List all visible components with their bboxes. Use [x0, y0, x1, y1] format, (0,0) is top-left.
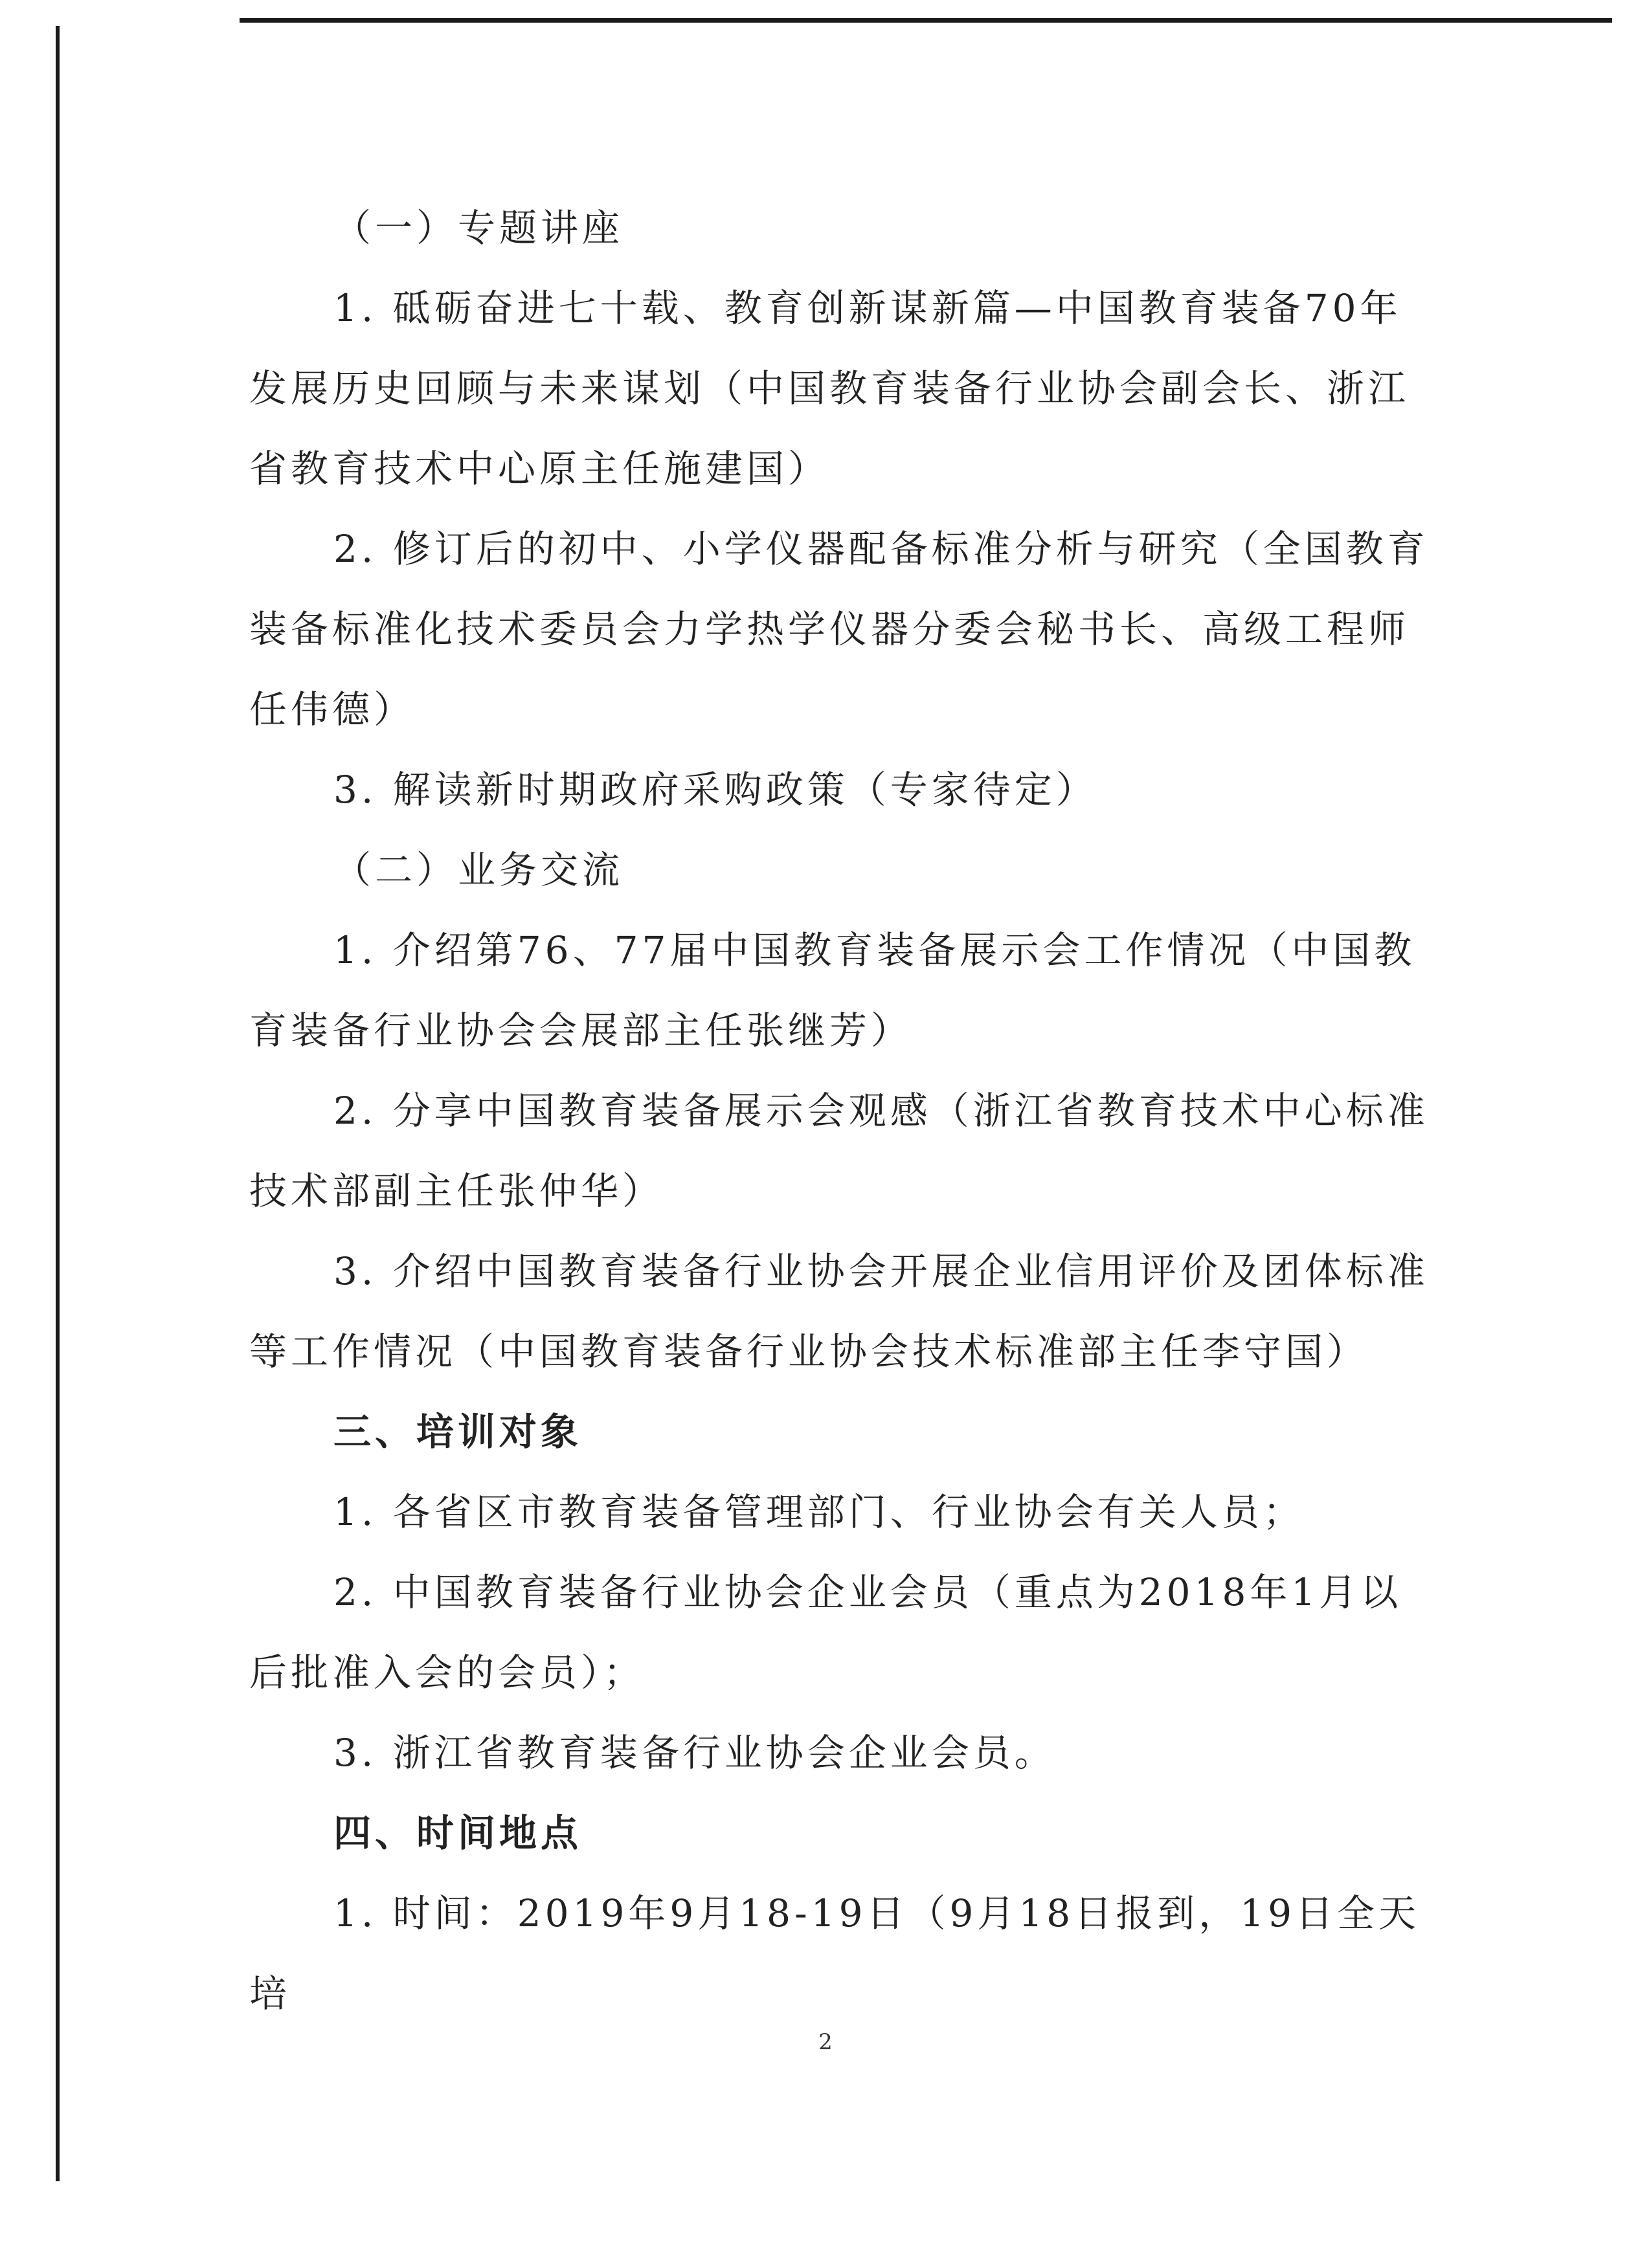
trainee-item-1: 1. 各省区市教育装备管理部门、行业协会有关人员； — [333, 1490, 1305, 1534]
scan-border-left — [56, 26, 60, 2181]
trainee-item-3: 3. 浙江省教育装备行业协会企业会员。 — [333, 1731, 1056, 1775]
scan-border-top — [240, 18, 1612, 23]
subheading-exchange: （二）业务交流 — [333, 848, 624, 892]
lecture-item-1: 1. 砥砺奋进七十载、教育创新谋新篇—中国教育装备70年发展历史回顾与未来谋划（中国教育装备行业协会副会长、浙江省教育技术中心原主任施建国） — [249, 286, 1410, 491]
exchange-item-1: 1. 介绍第76、77届中国教育装备展示会工作情况（中国教育装备行业协会会展部主任张继芳） — [249, 928, 1416, 1052]
subheading-lectures: （一）专题讲座 — [333, 206, 624, 250]
exchange-item-3: 3. 介绍中国教育装备行业协会开展企业信用评价及团体标准等工作情况（中国教育装备行业协会技术标准部主任李守国） — [249, 1249, 1429, 1373]
trainee-item-2: 2. 中国教育装备行业协会企业会员（重点为2018年1月以后批准入会的会员）； — [249, 1570, 1402, 1695]
time-item: 1. 时间：2019年9月18-19日（9月18日报到，19日全天培 — [249, 1891, 1420, 2016]
lecture-item-2: 2. 修订后的初中、小学仪器配备标准分析与研究（全国教育装备标准化技术委员会力学热学仪器分委会秘书长、高级工程师任伟德） — [249, 527, 1429, 731]
exchange-item-2: 2. 分享中国教育装备展示会观感（浙江省教育技术中心标准技术部副主任张仲华） — [249, 1089, 1429, 1213]
section-heading-trainees: 三、培训对象 — [333, 1410, 583, 1454]
page-number: 2 — [818, 2029, 833, 2055]
document-body — [249, 188, 1434, 2034]
section-heading-time-place: 四、时间地点 — [333, 1811, 583, 1855]
lecture-item-3: 3. 解读新时期政府采购政策（专家待定） — [333, 768, 1097, 812]
